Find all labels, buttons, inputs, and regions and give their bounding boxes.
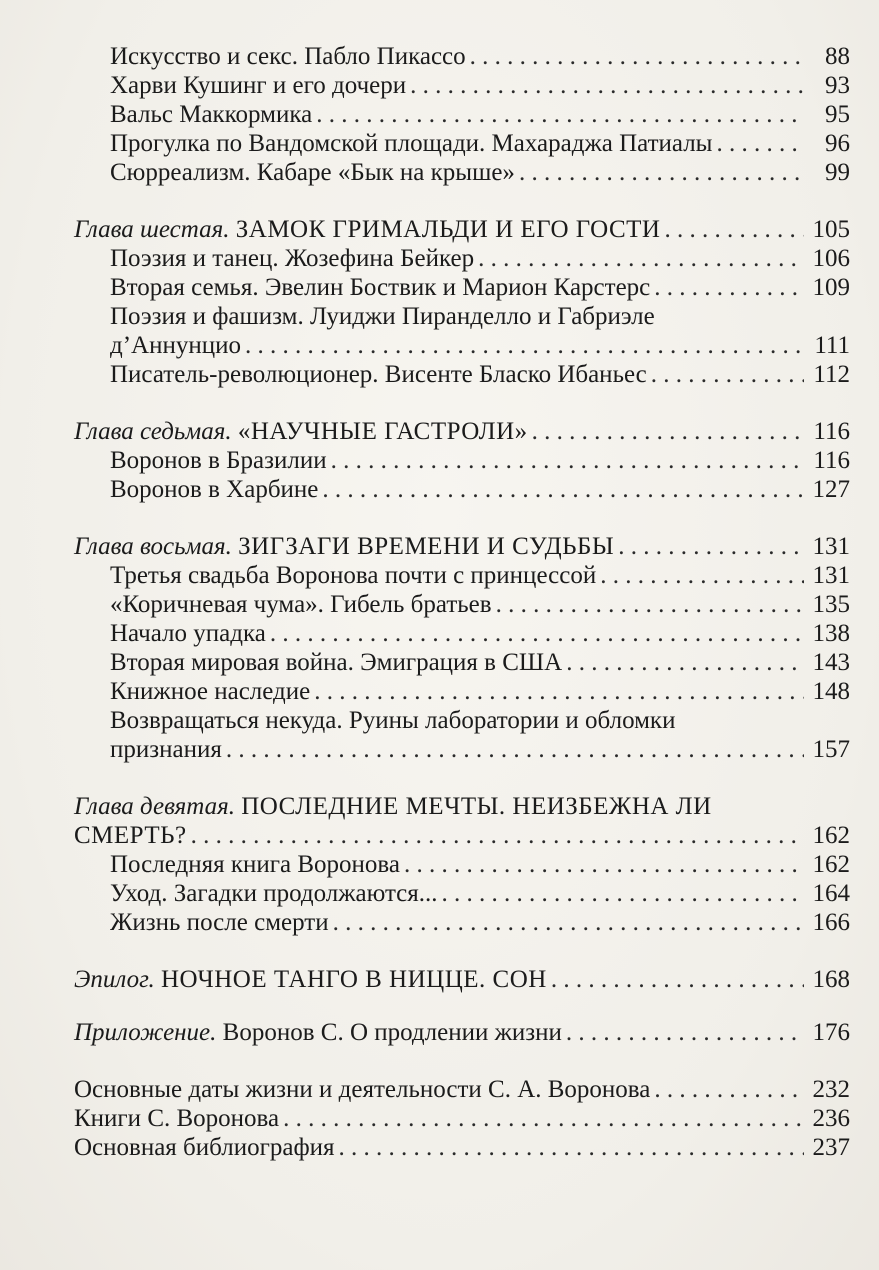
toc-entry-page: 111 — [814, 332, 850, 359]
dot-leader — [478, 244, 804, 273]
toc-entry-page: 168 — [812, 966, 850, 993]
toc-chapter-heading[interactable] — [74, 1018, 850, 1047]
toc-entry-page: 237 — [812, 1134, 850, 1161]
toc-entry[interactable] — [74, 908, 850, 937]
toc-entry[interactable] — [74, 475, 850, 504]
toc-entry[interactable] — [74, 42, 850, 71]
toc-entry[interactable] — [74, 648, 850, 677]
toc-entry-page: 236 — [812, 1105, 850, 1132]
toc-entry-page: 131 — [812, 533, 850, 560]
dot-leader — [410, 71, 804, 100]
toc-entry-title: Вторая мировая война. Эмиграция в США — [110, 649, 563, 676]
toc-entry-page: 99 — [825, 159, 850, 186]
dot-leader — [519, 158, 804, 187]
toc-entry-page: 96 — [825, 130, 850, 157]
toc-entry[interactable] — [74, 360, 850, 389]
chapter-title: ПОСЛЕДНИЕ МЕЧТЫ. НЕИЗБЕЖНА ЛИ — [241, 793, 712, 820]
dot-leader — [316, 100, 804, 129]
toc-entry[interactable] — [74, 561, 850, 590]
toc-entry-title: Жизнь после смерти — [110, 909, 329, 936]
toc-entry-page: 176 — [812, 1019, 850, 1046]
toc-entry-title: Последняя книга Воронова — [110, 851, 400, 878]
toc-entry-title: «Коричневая чума». Гибель братьев — [110, 591, 492, 618]
table-of-contents — [74, 42, 850, 1162]
dot-leader — [331, 446, 804, 475]
chapter-label: Приложение. — [74, 1019, 217, 1046]
toc-entry-title: Начало упадка — [110, 620, 266, 647]
toc-entry[interactable] — [74, 619, 850, 648]
dot-leader — [532, 417, 804, 446]
toc-entry-page: 106 — [812, 245, 850, 272]
toc-chapter-heading[interactable] — [74, 532, 850, 561]
chapter-label: Глава седьмая. — [74, 418, 232, 445]
toc-entry[interactable] — [74, 1104, 850, 1133]
toc-chapter-7 — [74, 417, 850, 504]
toc-entry-title: Вальс Маккормика — [110, 101, 313, 128]
dot-leader — [339, 1133, 804, 1162]
chapter-title: ЗАМОК ГРИМАЛЬДИ И ЕГО ГОСТИ — [235, 216, 661, 243]
toc-entry-page: 166 — [812, 909, 850, 936]
toc-chapter-heading[interactable] — [74, 965, 850, 994]
toc-entry-page: 232 — [812, 1076, 850, 1103]
toc-entry-page: 138 — [812, 620, 850, 647]
dot-leader — [651, 360, 804, 389]
dot-leader — [618, 532, 804, 561]
toc-chapter-heading[interactable] — [74, 215, 850, 244]
toc-entry[interactable] — [74, 590, 850, 619]
dot-leader — [191, 821, 804, 850]
toc-entry-title: Книжное наследие — [110, 678, 311, 705]
toc-chapter-heading-first-line[interactable] — [74, 792, 850, 821]
dot-leader — [270, 619, 804, 648]
toc-entry-title: д’Аннунцио — [110, 332, 241, 359]
toc-chapter-8 — [74, 532, 850, 764]
toc-entry-title: Искусство и секс. Пабло Пикассо — [110, 43, 466, 70]
toc-entry-page: 88 — [825, 43, 850, 70]
chapter-label: Глава восьмая. — [74, 533, 232, 560]
chapter-label: Глава шестая. — [74, 216, 230, 243]
toc-chapter-9 — [74, 792, 850, 937]
dot-leader — [600, 561, 804, 590]
toc-section-continued — [74, 42, 850, 187]
toc-entry[interactable] — [74, 879, 850, 908]
toc-entry-title: Сюрреализм. Кабаре «Бык на крыше» — [110, 159, 515, 186]
chapter-title: ЗИГЗАГИ ВРЕМЕНИ И СУДЬБЫ — [238, 533, 615, 560]
dot-leader — [333, 908, 804, 937]
toc-chapter-heading[interactable] — [74, 821, 850, 850]
toc-entry-title: Основная библиография — [74, 1134, 335, 1161]
toc-entry[interactable] — [74, 1075, 850, 1104]
dot-leader — [404, 850, 804, 879]
dot-leader — [470, 42, 804, 71]
toc-entry[interactable] — [74, 100, 850, 129]
toc-entry-title: признания — [110, 736, 222, 763]
dot-leader — [566, 1018, 804, 1047]
toc-entry-page: 127 — [812, 476, 850, 503]
dot-leader — [283, 1104, 804, 1133]
toc-entry-page: 131 — [812, 562, 850, 589]
chapter-title: «НАУЧНЫЕ ГАСТРОЛИ» — [237, 418, 528, 445]
dot-leader — [442, 879, 804, 908]
toc-entry-page: 157 — [812, 736, 850, 763]
toc-entry[interactable] — [74, 1133, 850, 1162]
toc-entry-title: Вторая семья. Эвелин Боствик и Марион Карстерс — [110, 274, 651, 301]
toc-entry-page: 105 — [812, 216, 850, 243]
toc-entry-title: Основные даты жизни и деятельности С. А. Воронова — [74, 1076, 651, 1103]
toc-chapter-6 — [74, 215, 850, 389]
toc-entry-page: 109 — [812, 274, 850, 301]
dot-leader — [664, 215, 804, 244]
toc-entry-page: 95 — [825, 101, 850, 128]
toc-entry[interactable] — [74, 446, 850, 475]
toc-appendix — [74, 1018, 850, 1047]
toc-entry-page: 93 — [825, 72, 850, 99]
toc-entry-page: 116 — [813, 447, 850, 474]
toc-entry-title: Харви Кушинг и его дочери — [110, 72, 407, 99]
toc-entry[interactable] — [74, 129, 850, 158]
toc-entry-page: 162 — [812, 851, 850, 878]
toc-entry-first-line[interactable]: Поэзия и фашизм. Луиджи Пиранделло и Габриэле — [110, 303, 655, 330]
toc-entry-page: 135 — [812, 591, 850, 618]
chapter-title-continued: СМЕРТЬ? — [74, 822, 187, 849]
dot-leader — [496, 590, 804, 619]
dot-leader — [716, 129, 804, 158]
toc-entry-title: Книги С. Воронова — [74, 1105, 280, 1132]
toc-entry-page: 148 — [812, 678, 850, 705]
toc-entry[interactable] — [74, 244, 850, 273]
toc-entry-page: 116 — [813, 418, 850, 445]
toc-entry-page: 164 — [812, 880, 850, 907]
toc-entry-first-line[interactable]: Возвращаться некуда. Руины лаборатории и обломки — [110, 707, 676, 734]
dot-leader — [566, 648, 804, 677]
toc-entry-page: 112 — [813, 361, 850, 388]
toc-entry[interactable] — [74, 71, 850, 100]
toc-entry-title: Воронов в Бразилии — [110, 447, 327, 474]
toc-entry[interactable] — [74, 331, 850, 360]
dot-leader — [551, 965, 804, 994]
toc-entry-title: Прогулка по Вандомской площади. Махараджа Патиалы — [110, 130, 713, 157]
toc-entry-title: Воронов в Харбине — [110, 476, 319, 503]
toc-entry-page: 162 — [812, 822, 850, 849]
chapter-title: НОЧНОЕ ТАНГО В НИЦЦЕ. СОН — [161, 966, 547, 993]
toc-entry[interactable] — [74, 273, 850, 302]
dot-leader — [314, 677, 804, 706]
toc-epilogue — [74, 965, 850, 994]
dot-leader — [226, 735, 804, 764]
toc-entry[interactable] — [74, 850, 850, 879]
dot-leader — [245, 331, 804, 360]
toc-entry-title: Поэзия и танец. Жозефина Бейкер — [110, 245, 475, 272]
chapter-label: Глава девятая. — [74, 793, 235, 820]
toc-entry[interactable] — [74, 735, 850, 764]
toc-chapter-heading[interactable] — [74, 417, 850, 446]
chapter-title: Воронов С. О продлении жизни — [222, 1019, 562, 1046]
dot-leader — [654, 1075, 804, 1104]
chapter-label: Эпилог. — [74, 966, 155, 993]
toc-back-matter — [74, 1075, 850, 1162]
dot-leader — [654, 273, 804, 302]
toc-entry[interactable] — [74, 677, 850, 706]
toc-entry-title: Писатель-революционер. Висенте Бласко Ибаньес — [110, 361, 647, 388]
toc-entry-title: Третья свадьба Воронова почти с принцессой — [110, 562, 597, 589]
toc-entry[interactable] — [74, 158, 850, 187]
dot-leader — [322, 475, 804, 504]
toc-entry-title: Уход. Загадки продолжаются... — [110, 880, 438, 907]
toc-entry-page: 143 — [812, 649, 850, 676]
